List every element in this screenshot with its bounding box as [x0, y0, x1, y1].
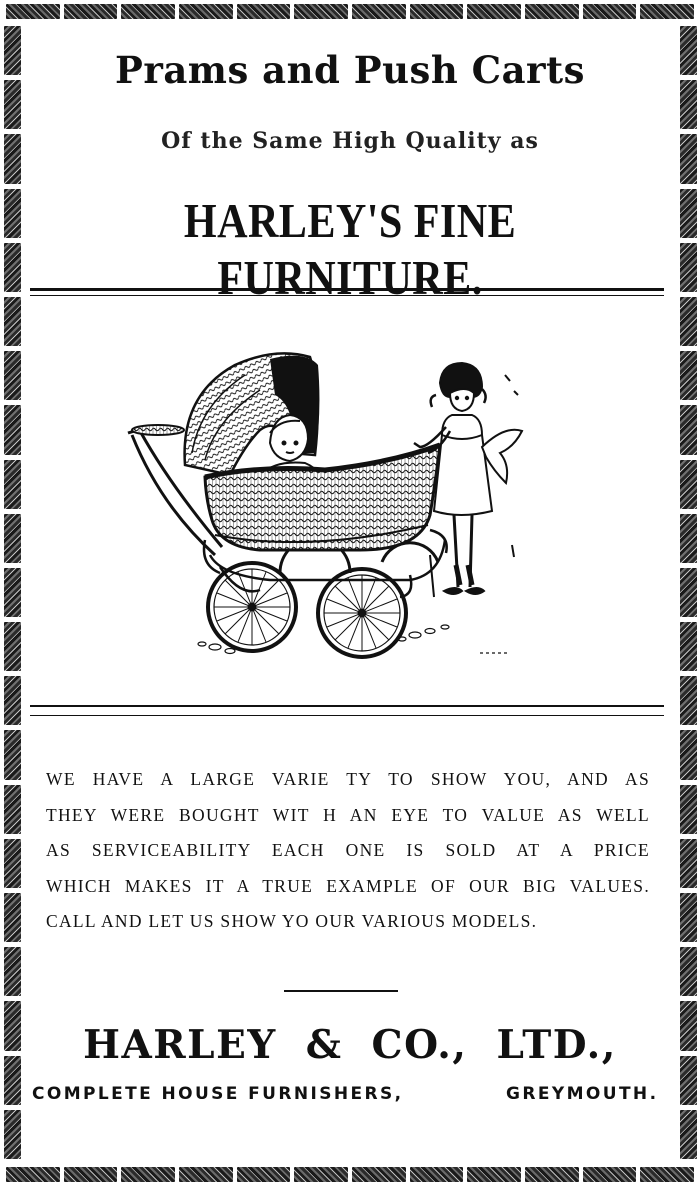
body-line-2: THEY WERE BOUGHT WIT H AN EYE TO VALUE AS WELL: [46, 804, 650, 825]
subheadline: Of the Same High Quality as: [161, 128, 539, 154]
pram-illustration: [110, 335, 550, 675]
pram-wheels: [208, 538, 438, 657]
ornamental-border-bottom: [0, 1163, 700, 1185]
ornamental-border-left: [0, 22, 24, 1163]
ornamental-border-top: [0, 0, 700, 22]
tagline-furnishers: COMPLETE HOUSE FURNISHERS,: [32, 1084, 404, 1104]
double-rule-top: [30, 288, 664, 296]
company-name: HARLEY & CO., LTD.,: [83, 1022, 617, 1068]
pram-basket: [205, 445, 440, 550]
brand-line: HARLEY'S FINE FURNITURE.: [183, 193, 517, 305]
double-rule-bottom: [30, 705, 664, 716]
ornamental-border-right: [676, 22, 700, 1163]
tagline-location: GREYMOUTH.: [506, 1084, 659, 1104]
body-line-1: WE HAVE A LARGE VARIE TY TO SHOW YOU, AND AS: [46, 769, 650, 789]
body-line-5: CALL AND LET US SHOW YO OUR VARIOUS MODELS.: [46, 911, 538, 931]
body-line-4: WHICH MAKES IT A TRUE EXAMPLE OF OUR BIG VALUES.: [46, 875, 650, 896]
headline: Prams and Push Carts: [115, 48, 585, 92]
divider-short: [284, 990, 398, 992]
body-copy: [46, 762, 650, 940]
body-line-3: AS SERVICEABILITY EACH ONE IS SOLD AT A PRICE: [46, 840, 650, 860]
